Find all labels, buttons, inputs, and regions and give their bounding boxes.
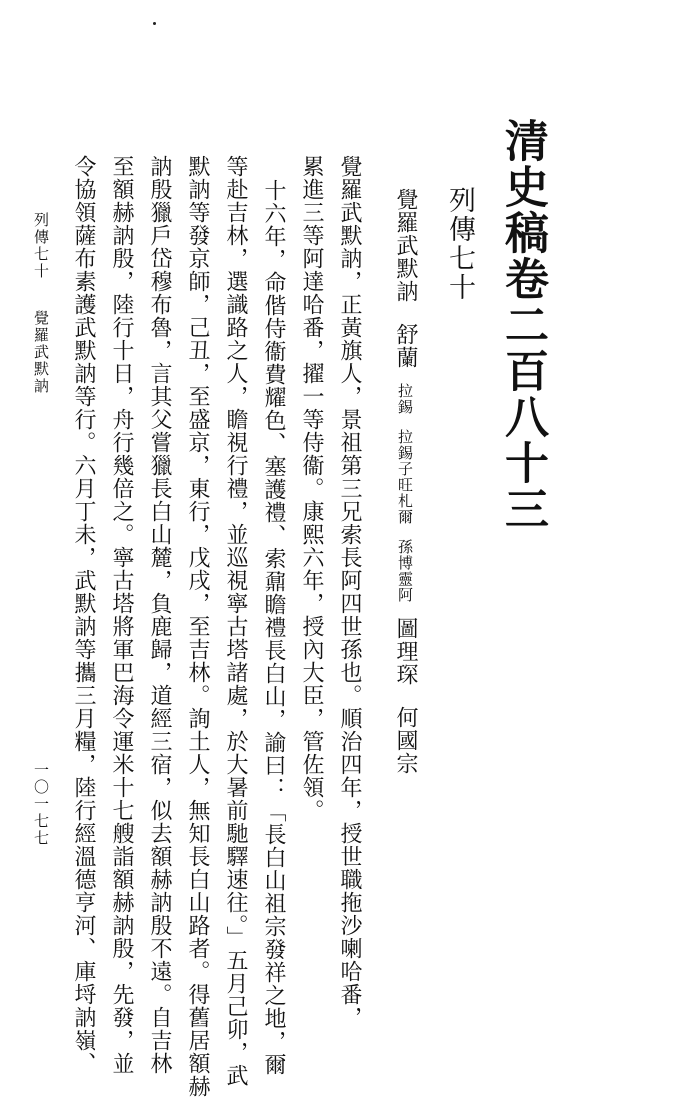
body-line-7: 至額赫訥殷，陸行十日，舟行幾倍之。寧古塔將軍巴海令運米十七艘詣額赫訥殷，先發，並 [109,155,134,1075]
volume-title: 清史稿卷二百八十三 [497,118,548,532]
footer-subject: 覺羅武默訥 [32,310,50,395]
body-line-5: 默訥等發京師，己丑，至盛京，東行，戊戌，至吉林。詢土人，無知長白山路者。得舊居額赫 [185,155,210,1098]
name-main: 圖理琛 [393,617,418,686]
body-line-1: 覺羅武默訥，正黃旗人，景祖第三兄索長阿四世孫也。順治四年，授世職拖沙喇哈番， [337,155,362,1029]
name-main: 舒蘭 [393,323,418,369]
name-sub: 拉錫子旺札爾 [396,429,414,525]
biography-names [394,188,416,775]
chapter-heading: 列傳七十 [444,186,475,302]
body-line-2: 累進三等阿達哈番，擢一等侍衞。康熙六年，授內大臣，管佐領。 [299,155,324,822]
body-line-6: 訥殷獵戶岱穆布魯，言其父嘗獵長白山麓，負鹿歸，道經三宿，似去額赫訥殷不遠。自吉林 [147,155,172,1075]
name-main: 何國宗 [393,706,418,775]
body-line-8: 令協領薩布素護武默訥等行。六月丁未，武默訥等攜三月糧，陸行經溫德亨河、庫埒訥嶺、 [71,155,96,1075]
name-main: 覺羅武默訥 [393,188,418,303]
name-sub: 孫博靈阿 [396,539,414,603]
footer-chapter: 列傳七十 [32,212,50,280]
body-line-3: 十六年，命偕侍衞費耀色、塞護禮、索鼐瞻禮長白山，諭曰：「長白山祖宗發祥之地，爾 [261,179,286,1076]
name-sub: 拉錫 [396,383,414,415]
running-footer [33,212,48,395]
body-line-4: 等赴吉林，選識路之人，瞻視行禮，並巡視寧古塔諸處，於大暑前馳驛速往。」五月己卯，武 [223,155,248,1087]
scan-speck [153,22,156,25]
page-number: 一〇一七七 [32,762,50,847]
